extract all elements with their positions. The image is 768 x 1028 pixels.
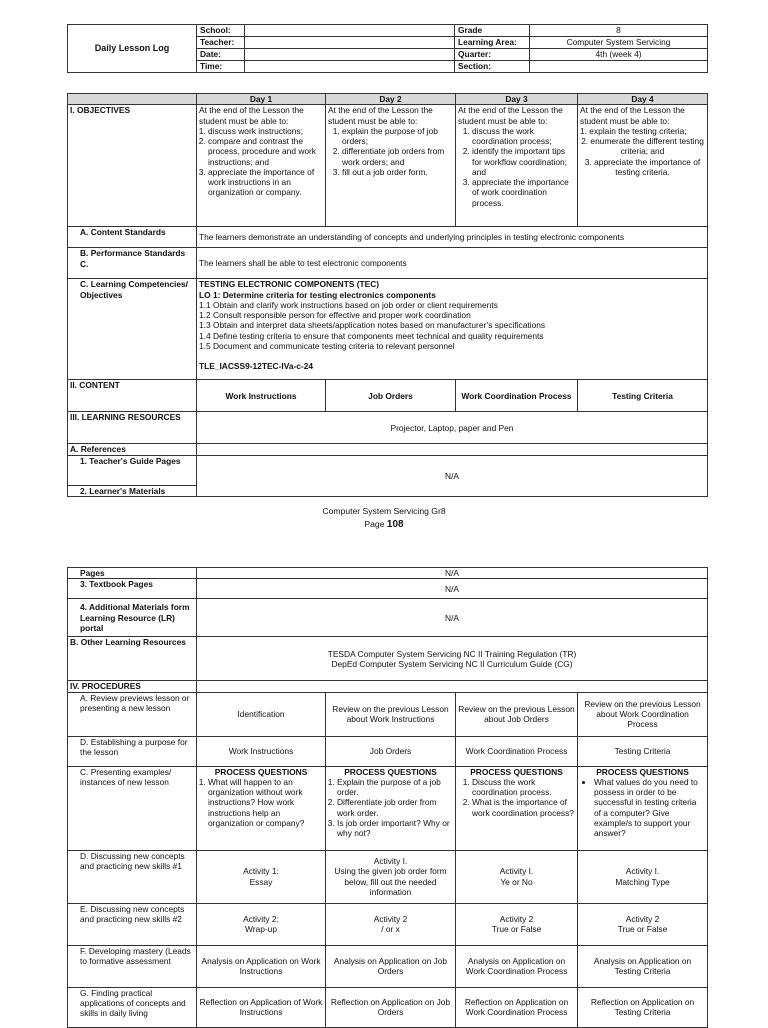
teacher-label: Teacher: [197, 37, 245, 49]
day-header-4: Day 4 [578, 94, 708, 105]
objective-item: 1. explain the testing criteria; [580, 125, 687, 136]
activity-title: Activity 2 [373, 913, 408, 924]
activity-title: Activity 1: [243, 866, 279, 877]
activity-type: Essay [249, 876, 273, 887]
process-questions-heading: PROCESS QUESTIONS [596, 766, 689, 777]
objectives-intro: At the end of the Lesson the student must be able to: [328, 105, 433, 126]
area-label: Learning Area: [455, 37, 530, 49]
objectives-intro: At the end of the Lesson the student must be able to: [199, 105, 304, 126]
other-resources-label: B. Other Learning Resources [68, 637, 197, 681]
competency-item: 1.2 Consult responsible person for effective and proper work coordination [199, 310, 471, 320]
content-topic-3: Work Coordination Process [456, 380, 578, 412]
objective-item: 3. appreciate the importance of work coordination process. [472, 177, 575, 208]
pages-value: N/A [197, 568, 708, 579]
mastery-day2: Analysis on Application on Job Orders [326, 945, 456, 987]
objective-item: 1. discuss the work coordination process; [472, 126, 575, 147]
teacher-value [245, 37, 455, 49]
lesson-table-page2 [67, 567, 708, 1028]
textbook-value: N/A [197, 579, 708, 599]
activity-title: Activity I. [499, 866, 534, 877]
objective-item: 3. appreciate the importance of testing criteria. [584, 156, 701, 177]
review-label: A. Review previews lesson or presenting a new lesson [68, 692, 197, 736]
content-label: II. CONTENT [68, 380, 197, 412]
discussing2-day3 [456, 903, 578, 945]
discussing1-day3 [456, 850, 578, 903]
day-header-2: Day 2 [326, 94, 456, 105]
applications-day2: Reflection on Application on Job Orders [326, 987, 456, 1027]
day-header-blank [68, 94, 197, 105]
date-value [245, 49, 455, 61]
purpose-label: D. Establishing a purpose for the lesson [68, 736, 197, 766]
content-topic-2: Job Orders [326, 380, 456, 412]
discussing1-day4 [578, 850, 708, 903]
objectives-day1 [197, 105, 326, 227]
school-label: School: [197, 25, 245, 37]
question-item: 1. Discuss the work coordination process. [472, 777, 575, 798]
competencies-code: TLE_IACSS9-12TEC-IVa-c-24 [199, 361, 314, 371]
competency-item: 1.5 Document and communicate testing criteria to relevant personnel [199, 340, 455, 351]
review-day2: Review on the previous Lesson about Work Instructions [326, 692, 456, 736]
objective-item: 2. enumerate the different testing criteria; and [581, 136, 704, 157]
process-questions-heading: PROCESS QUESTIONS [214, 766, 308, 777]
applications-day3: Reflection on Application on Work Coordination Process [456, 987, 578, 1027]
learning-resources-text: Projector, Laptop, paper and Pen [197, 412, 708, 444]
content-standards-text: The learners demonstrate an understanding of concepts and underlying principles in testing electronic components [197, 227, 708, 248]
references-label: A. References [68, 444, 197, 455]
objective-item: 2. differentiate job orders from work orders; and [342, 146, 453, 167]
objective-item: 2. identify the important tips for workflow coordination; and [472, 146, 575, 177]
pages-label: Pages [68, 568, 197, 579]
review-day4: Review on the previous Lesson about Work Coordination Process [578, 692, 708, 736]
other-resource-cg: DepEd Computer System Servicing NC II Curriculum Guide (CG) [331, 658, 573, 669]
procedures-label: IV. PROCEDURES [68, 681, 197, 692]
purpose-day4: Testing Criteria [578, 736, 708, 766]
activity-type: True or False [617, 924, 668, 934]
presenting-day2 [326, 766, 456, 850]
competencies-heading: TESTING ELECTRONIC COMPONENTS (TEC) [199, 279, 380, 290]
performance-standards-text: The learners shall be able to test electronic components [197, 248, 708, 279]
objectives-day4 [578, 105, 708, 227]
footer-page-label: Page [364, 519, 385, 529]
teachers-guide-value: N/A [197, 455, 708, 496]
activity-type: Wrap-up [245, 924, 277, 934]
footer-subject: Computer System Servicing Gr8 [322, 506, 446, 516]
section-value [530, 61, 708, 73]
activity-type: Matching Type [615, 876, 670, 887]
mastery-label: F. Developing mastery (Leads to formative assessment [68, 945, 197, 987]
competency-item: 1.3 Obtain and interpret data sheets/application notes based on manufacturer’s specifications [199, 320, 546, 331]
grade-value: 8 [530, 25, 708, 37]
grade-label: Grade [455, 25, 530, 37]
activity-title: Activity I. [625, 866, 660, 877]
discussing1-day2 [326, 850, 456, 903]
presenting-day3 [456, 766, 578, 850]
content-topic-1: Work Instructions [197, 380, 326, 412]
activity-title: Activity 2 [625, 913, 660, 924]
applications-label: G. Finding practical applications of concepts and skills in daily living [68, 987, 197, 1027]
competency-item: 1.4 Define testing criteria to ensure that components meet technical and quality requirements [199, 330, 544, 341]
activity-title: Activity 2 [499, 913, 534, 924]
review-day1: Identification [197, 692, 326, 736]
mastery-day4: Analysis on Application on Testing Criteria [578, 945, 708, 987]
question-item: 3. Is job order important? Why or why not? [337, 818, 453, 839]
objectives-intro: At the end of the Lesson the student must be able to: [458, 105, 563, 126]
date-label: Date: [197, 49, 245, 61]
footer-page-number: 108 [386, 519, 404, 530]
objectives-label: I. OBJECTIVES [68, 105, 197, 227]
discussing2-day2 [326, 903, 456, 945]
presenting-day4 [578, 766, 708, 850]
objective-item: 3. fill out a job order form. [342, 167, 453, 177]
other-resources-value [197, 637, 708, 681]
competency-item: 1.1 Obtain and clarify work instructions based on job order or client requirements [199, 299, 498, 310]
procedures-blank [197, 681, 708, 692]
time-value [245, 61, 455, 73]
additional-materials-label: 4. Additional Materials form Learning Resource (LR) portal [68, 599, 197, 637]
learners-materials-label: 2. Learner's Materials [68, 485, 197, 496]
review-day3: Review on the previous Lesson about Job Orders [456, 692, 578, 736]
competencies-cell [197, 279, 708, 380]
question-item: 1. Explain the purpose of a job order. [337, 777, 453, 798]
mastery-day3: Analysis on Application on Work Coordination Process [456, 945, 578, 987]
quarter-value: 4th (week 4) [530, 49, 708, 61]
discussing2-day1 [197, 903, 326, 945]
question-item: 2. What is the importance of work coordination process? [472, 797, 575, 818]
header-table [67, 24, 708, 73]
objectives-day2 [326, 105, 456, 227]
question-item: 1. What will happen to an organization without work instructions? How work instructions help an organization or company? [208, 777, 323, 828]
activity-title: Activity 2: [243, 913, 279, 924]
process-questions-heading: PROCESS QUESTIONS [470, 766, 563, 777]
competencies-label: C. Learning Competencies/ Objectives [68, 279, 197, 380]
activity-type: Using the given job order form below, fill out the needed information [334, 866, 447, 897]
discussing2-label: E. Discussing new concepts and practicing new skills #2 [68, 903, 197, 945]
discussing1-label: D. Discussing new concepts and practicing new skills #1 [68, 850, 197, 903]
area-value: Computer System Servicing [530, 37, 708, 49]
objective-item: 3. appreciate the importance of work instructions in an organization or company. [208, 167, 323, 198]
references-blank [197, 444, 708, 455]
applications-day4: Reflection on Application on Testing Criteria [578, 987, 708, 1027]
section-label: Section: [455, 61, 530, 73]
competencies-lo: LO 1: Determine criteria for testing electronics components [199, 289, 436, 300]
content-topic-4: Testing Criteria [578, 380, 708, 412]
day-header-3: Day 3 [456, 94, 578, 105]
question-item: 2. Differentiate job order from work order. [337, 797, 453, 818]
school-value [245, 25, 455, 37]
footer-page [0, 519, 768, 531]
performance-standards-label [68, 248, 197, 279]
purpose-day1: Work Instructions [197, 736, 326, 766]
quarter-label: Quarter: [455, 49, 530, 61]
presenting-day1 [197, 766, 326, 850]
applications-day1: Reflection on Application of Work Instructions [197, 987, 326, 1027]
objective-item: 1. discuss work instructions; [208, 126, 323, 136]
objectives-intro: At the end of the Lesson the student must be able to: [580, 105, 685, 126]
discussing1-day1 [197, 850, 326, 903]
presenting-label: C. Presenting examples/ instances of new lesson [68, 766, 197, 850]
day-header-1: Day 1 [197, 94, 326, 105]
discussing2-day4 [578, 903, 708, 945]
performance-label-text: B. Performance Standards [80, 248, 186, 259]
process-questions-heading: PROCESS QUESTIONS [344, 766, 437, 777]
lesson-table-page1 [67, 93, 708, 497]
other-resource-tr: TESDA Computer System Servicing NC II Training Regulation (TR) [327, 648, 577, 659]
objectives-day3 [456, 105, 578, 227]
content-standards-label: A. Content Standards [68, 227, 197, 248]
learning-resources-label: III. LEARNING RESOURCES [68, 412, 197, 444]
mastery-day1: Analysis on Application on Work Instructions [197, 945, 326, 987]
question-item: • What values do you need to possess in order to be successful in testing criteria of a computer? Give example/s to support your answer? [594, 777, 705, 839]
purpose-day2: Job Orders [326, 736, 456, 766]
textbook-label: 3. Textbook Pages [68, 579, 197, 599]
objective-item: 2. compare and contrast the process, procedure and work instructions; and [208, 136, 323, 167]
activity-type: Ye or No [500, 876, 533, 887]
additional-materials-value: N/A [197, 599, 708, 637]
performance-label-c: C. [80, 258, 89, 269]
activity-type: True or False [491, 924, 542, 934]
lesson-log-title: Daily Lesson Log [68, 25, 197, 73]
activity-type: / or x [381, 924, 400, 934]
teachers-guide-label: 1. Teacher's Guide Pages [68, 455, 197, 485]
objective-item: 1. explain the purpose of job orders; [342, 126, 453, 147]
activity-title: Activity I. [373, 856, 408, 866]
time-label: Time: [197, 61, 245, 73]
purpose-day3: Work Coordination Process [456, 736, 578, 766]
